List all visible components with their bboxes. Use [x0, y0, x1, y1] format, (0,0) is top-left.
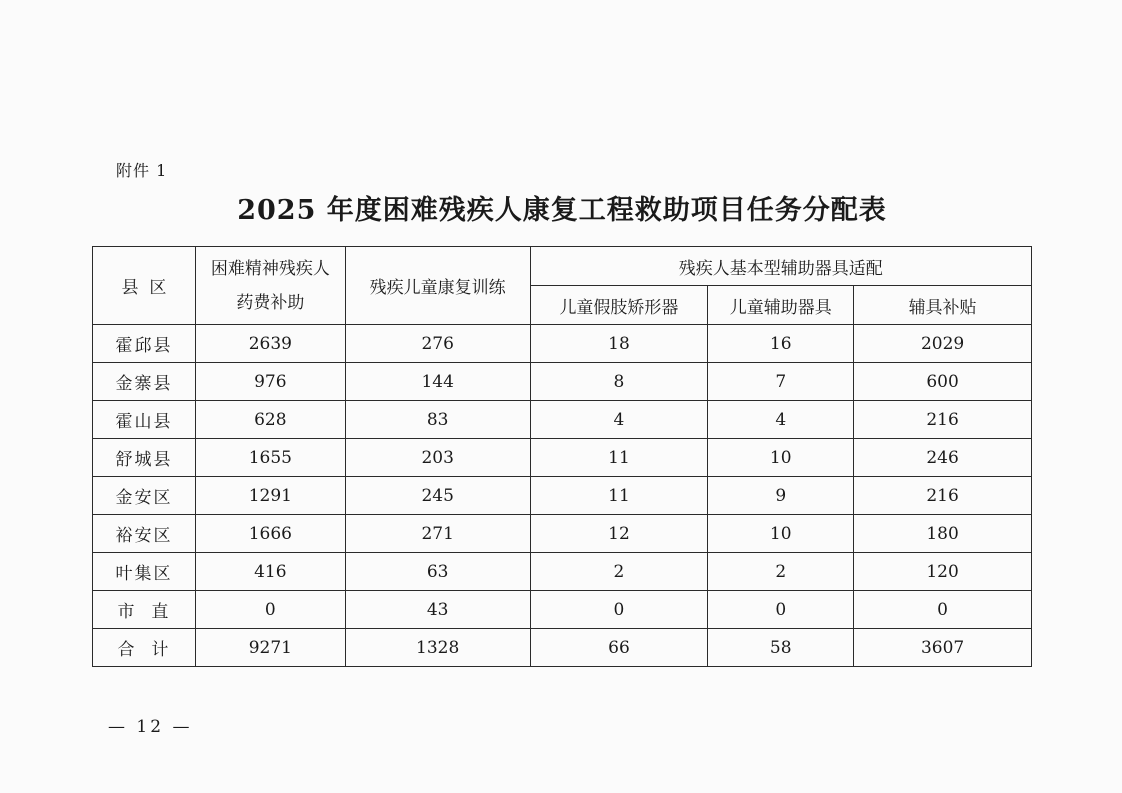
value-cell: 416 — [195, 553, 345, 591]
value-cell: 120 — [854, 553, 1032, 591]
value-cell: 11 — [530, 439, 708, 477]
value-cell: 144 — [345, 363, 530, 401]
table-row — [93, 363, 1032, 401]
county-cell: 市 直 — [93, 591, 196, 629]
value-cell: 976 — [195, 363, 345, 401]
value-cell: 245 — [345, 477, 530, 515]
header-child-prosthetics: 儿童假肢矫形器 — [530, 286, 708, 325]
page-number: — 12 — — [108, 717, 193, 737]
value-cell: 216 — [854, 401, 1032, 439]
allocation-table — [92, 246, 1032, 667]
header-child-rehab-training: 残疾儿童康复训练 — [345, 247, 530, 325]
county-cell: 裕安区 — [93, 515, 196, 553]
value-cell: 10 — [708, 439, 854, 477]
header-medicine-subsidy: 困难精神残疾人 药费补助 — [195, 247, 345, 325]
header-device-subsidy: 辅具补贴 — [854, 286, 1032, 325]
header-assistive-device-group: 残疾人基本型辅助器具适配 — [530, 247, 1031, 286]
value-cell: 216 — [854, 477, 1032, 515]
value-cell: 16 — [708, 325, 854, 363]
county-cell: 金寨县 — [93, 363, 196, 401]
value-cell: 3607 — [854, 629, 1032, 667]
header-child-assistive-devices: 儿童辅助器具 — [708, 286, 854, 325]
value-cell: 2 — [530, 553, 708, 591]
table-row — [93, 325, 1032, 363]
value-cell: 58 — [708, 629, 854, 667]
county-cell: 合 计 — [93, 629, 196, 667]
value-cell: 1328 — [345, 629, 530, 667]
value-cell: 7 — [708, 363, 854, 401]
county-cell: 霍山县 — [93, 401, 196, 439]
table-row — [93, 591, 1032, 629]
county-cell: 金安区 — [93, 477, 196, 515]
value-cell: 246 — [854, 439, 1032, 477]
county-cell: 霍邱县 — [93, 325, 196, 363]
table-row — [93, 553, 1032, 591]
value-cell: 0 — [530, 591, 708, 629]
value-cell: 0 — [708, 591, 854, 629]
county-cell: 叶集区 — [93, 553, 196, 591]
page-title: 2025 年度困难残疾人康复工程救助项目任务分配表 — [237, 195, 887, 226]
value-cell: 11 — [530, 477, 708, 515]
table-row — [93, 401, 1032, 439]
table-row — [93, 477, 1032, 515]
value-cell: 1291 — [195, 477, 345, 515]
value-cell: 12 — [530, 515, 708, 553]
value-cell: 600 — [854, 363, 1032, 401]
value-cell: 271 — [345, 515, 530, 553]
value-cell: 628 — [195, 401, 345, 439]
value-cell: 9 — [708, 477, 854, 515]
value-cell: 203 — [345, 439, 530, 477]
value-cell: 4 — [530, 401, 708, 439]
header-county: 县 区 — [93, 247, 196, 325]
value-cell: 66 — [530, 629, 708, 667]
attachment-label: 附件 1 — [116, 161, 168, 180]
value-cell: 1655 — [195, 439, 345, 477]
value-cell: 2 — [708, 553, 854, 591]
value-cell: 0 — [195, 591, 345, 629]
value-cell: 180 — [854, 515, 1032, 553]
value-cell: 8 — [530, 363, 708, 401]
table-row — [93, 439, 1032, 477]
value-cell: 9271 — [195, 629, 345, 667]
value-cell: 2029 — [854, 325, 1032, 363]
table-row — [93, 515, 1032, 553]
value-cell: 63 — [345, 553, 530, 591]
value-cell: 43 — [345, 591, 530, 629]
value-cell: 18 — [530, 325, 708, 363]
value-cell: 276 — [345, 325, 530, 363]
value-cell: 2639 — [195, 325, 345, 363]
value-cell: 1666 — [195, 515, 345, 553]
table-row — [93, 629, 1032, 667]
value-cell: 0 — [854, 591, 1032, 629]
value-cell: 4 — [708, 401, 854, 439]
value-cell: 10 — [708, 515, 854, 553]
county-cell: 舒城县 — [93, 439, 196, 477]
value-cell: 83 — [345, 401, 530, 439]
